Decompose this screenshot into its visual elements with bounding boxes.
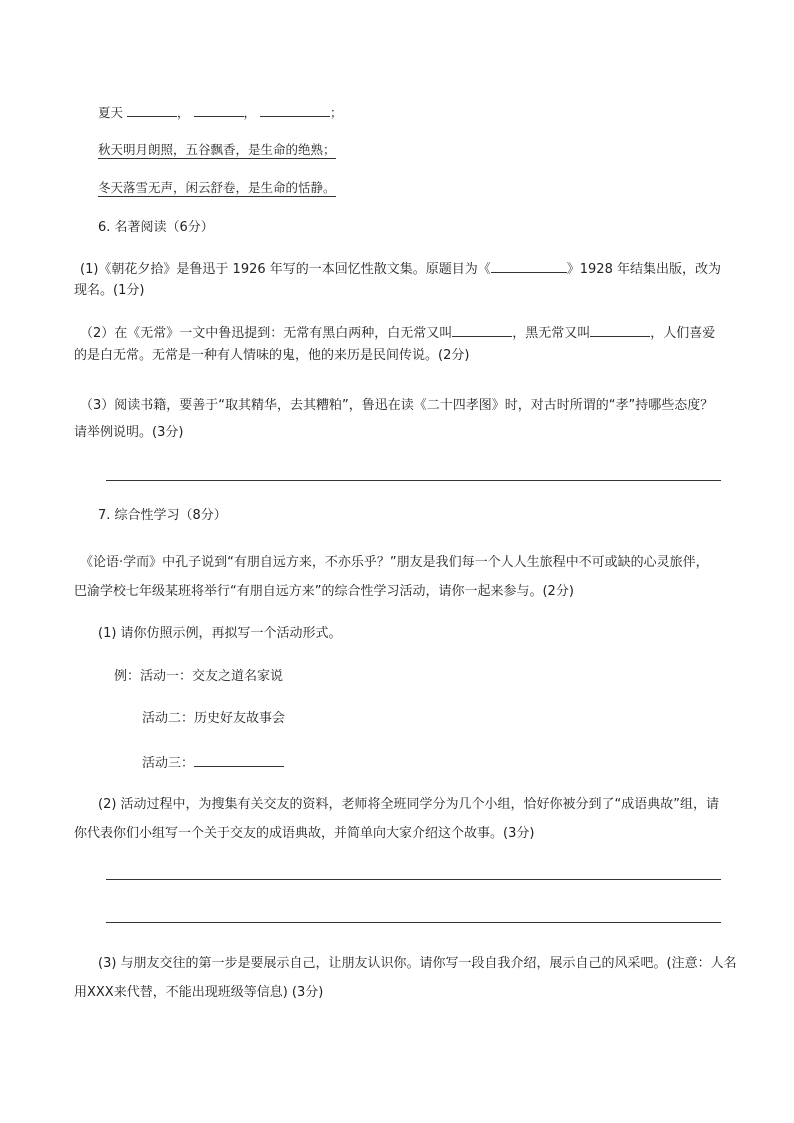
q7-s2-answer-line-1[interactable]: [106, 879, 721, 880]
summer-blank-1[interactable]: [127, 102, 177, 117]
q6-p1-line1: [80, 258, 721, 280]
poem-autumn: 秋天明月朗照，五谷飘香，是生命的绝熟；: [98, 142, 336, 157]
poem-summer-prefix: 夏天: [98, 105, 124, 120]
q6-white-wuchang-blank[interactable]: [452, 322, 512, 337]
q6-original-title-blank[interactable]: [491, 258, 567, 273]
summer-blank-2[interactable]: [194, 102, 244, 117]
summer-blank-3[interactable]: [260, 102, 330, 117]
q6-p2-line1: [80, 322, 715, 344]
activity-three-blank[interactable]: [194, 752, 284, 767]
q6-p1-text: 》1928 年结集出版，改为: [566, 262, 721, 277]
q7-example-3-label: 活动三：: [142, 756, 195, 771]
q7-s1: (1) 请你仿照示例，再拟写一个活动形式。: [98, 626, 342, 641]
poem-summer-line: [98, 102, 343, 123]
poem-comma: ，: [243, 105, 257, 120]
q7-s3-line1: (3) 与朋友交往的第一步是要展示自己，让朋友认识你。请你写一段自我介绍，展示自己的风采吧。(注意：人名: [98, 956, 737, 971]
q7-intro-line2: 巴渝学校七年级某班将举行“有朋自远方来”的综合性学习活动，请你一起来参与。(2分): [74, 584, 574, 599]
q6-answer-line[interactable]: [106, 480, 721, 481]
q6-p1-text: (1)《朝花夕拾》是鲁迅于 1926 年写的一本回忆性散文集。原题目为《: [80, 262, 491, 277]
q6-p3-line2: 请举例说明。(3分): [74, 425, 184, 440]
q7-example-3: [142, 752, 284, 774]
q7-intro-line1: 《论语·学而》中孔子说到“有朋自远方来，不亦乐乎？”朋友是我们每一个人人生旅程中不可或缺的心灵旅伴，: [80, 555, 709, 570]
q7-s3-line2: 用XXX来代替，不能出现班级等信息) (3分): [74, 985, 324, 1000]
poem-winter: 冬天落雪无声，闲云舒卷，是生命的恬静。: [98, 180, 336, 195]
q7-example-2: 活动二：历史好友故事会: [142, 711, 286, 726]
q7-title: 7. 综合性学习（8分）: [98, 508, 227, 523]
q6-p2-text: ，黑无常又叫: [512, 326, 591, 341]
q6-p3-line1: （3）阅读书籍，要善于“取其精华，去其糟粕”，鲁迅在读《二十四孝图》时，对古时所谓的“孝”持哪些态度？: [80, 398, 714, 413]
poem-comma: ，: [177, 105, 190, 120]
q7-example-1: 例：活动一：交友之道名家说: [114, 669, 284, 684]
q7-s2-line1: (2) 活动过程中，为搜集有关交友的资料，老师将全班同学分为几个小组，恰好你被分到了“成语典故”组，请: [98, 797, 720, 812]
q6-p2-text: （2）在《无常》一文中鲁迅提到：无常有黑白两种，白无常又叫: [80, 326, 453, 341]
q6-p2-line2: 的是白无常。无常是一种有人情味的鬼，他的来历是民间传说。(2分): [74, 348, 470, 363]
poem-semicolon: ；: [330, 105, 343, 120]
poem-autumn-line: [98, 140, 336, 160]
q6-title: 6. 名著阅读（6分）: [98, 220, 214, 235]
poem-winter-line: [98, 178, 336, 198]
q7-s2-line2: 你代表你们小组写一个关于交友的成语典故，并简单向大家介绍这个故事。(3分): [74, 826, 535, 841]
q7-s2-answer-line-2[interactable]: [106, 922, 721, 923]
q6-p2-text: ，人们喜爱: [650, 326, 716, 341]
q6-black-wuchang-blank[interactable]: [590, 322, 650, 337]
q6-p1-line2: 现名。(1分): [74, 283, 145, 298]
